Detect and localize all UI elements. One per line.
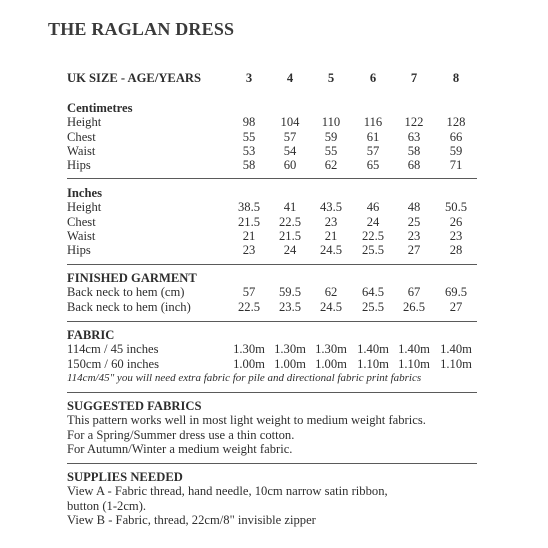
row-label: Chest bbox=[67, 129, 96, 144]
row-label: Back neck to hem (cm) bbox=[67, 285, 185, 300]
value-cell: 71 bbox=[449, 158, 463, 173]
table-row bbox=[67, 229, 477, 243]
table-row bbox=[67, 243, 477, 257]
section-heading: Inches bbox=[67, 186, 102, 200]
value-cell: 26 bbox=[449, 214, 463, 229]
value-cell: 48 bbox=[407, 200, 421, 215]
divider bbox=[67, 321, 477, 322]
divider bbox=[67, 463, 477, 464]
value-cell: 27 bbox=[407, 243, 421, 258]
row-label: Waist bbox=[67, 228, 96, 243]
table-row bbox=[67, 215, 477, 229]
supplies-needed-heading bbox=[67, 470, 477, 484]
value-cell: 54 bbox=[283, 143, 297, 158]
table-row bbox=[67, 200, 477, 214]
table-row bbox=[67, 144, 477, 158]
value-cell: 116 bbox=[363, 115, 383, 130]
value-cell: 23 bbox=[449, 228, 463, 243]
value-cell: 55 bbox=[242, 129, 256, 144]
fabric-note: 114cm/45" you will need extra fabric for pile and directional fabric print fabrics bbox=[67, 371, 422, 384]
value-cell: 22.5 bbox=[237, 299, 261, 314]
text-line bbox=[67, 513, 477, 527]
value-cell: 128 bbox=[446, 115, 466, 130]
value-cell: 21 bbox=[242, 228, 256, 243]
paragraph-line: This pattern works well in most light weight to medium weight fabrics. bbox=[67, 413, 426, 428]
value-cell: 1.40m bbox=[440, 342, 472, 357]
centimetres-heading bbox=[67, 101, 477, 115]
divider bbox=[67, 178, 477, 179]
value-cell: 1.00m bbox=[274, 356, 306, 371]
value-cell: 1.40m bbox=[357, 342, 389, 357]
text-line bbox=[67, 484, 477, 498]
value-cell: 46 bbox=[366, 200, 380, 215]
value-cell: 66 bbox=[449, 129, 463, 144]
value-cell: 24.5 bbox=[319, 243, 343, 258]
value-cell: 61 bbox=[366, 129, 380, 144]
value-cell: 21 bbox=[324, 228, 338, 243]
size-cell: 4 bbox=[286, 71, 294, 85]
section-heading: SUPPLIES NEEDED bbox=[67, 470, 183, 484]
table-row bbox=[67, 342, 477, 356]
value-cell: 53 bbox=[242, 143, 256, 158]
value-cell: 50.5 bbox=[444, 200, 468, 215]
page-title: THE RAGLAN DRESS bbox=[48, 19, 235, 39]
row-label: Back neck to hem (inch) bbox=[67, 299, 191, 314]
value-cell: 25.5 bbox=[361, 243, 385, 258]
centimetres-section bbox=[67, 101, 477, 172]
row-cells bbox=[67, 342, 477, 356]
inches-heading bbox=[67, 186, 477, 200]
paragraph-line: For Autumn/Winter a medium weight fabric. bbox=[67, 441, 293, 456]
text-line bbox=[67, 499, 477, 513]
value-cell: 98 bbox=[242, 115, 256, 130]
paragraph-line: For a Spring/Summer dress use a thin cotton. bbox=[67, 427, 295, 442]
value-cell: 1.30m bbox=[315, 342, 347, 357]
table-row bbox=[67, 130, 477, 144]
value-cell: 64.5 bbox=[361, 285, 385, 300]
size-cell: 8 bbox=[452, 71, 460, 85]
value-cell: 62 bbox=[324, 285, 338, 300]
value-cell: 1.10m bbox=[440, 356, 472, 371]
row-cells bbox=[67, 115, 477, 129]
divider bbox=[67, 392, 477, 393]
value-cell: 1.10m bbox=[357, 356, 389, 371]
fabric-heading bbox=[67, 328, 477, 342]
value-cell: 28 bbox=[449, 243, 463, 258]
paragraph-line: View B - Fabric, thread, 22cm/8" invisible zipper bbox=[67, 512, 316, 527]
size-header-cells bbox=[67, 71, 477, 85]
section-heading: Centimetres bbox=[67, 101, 133, 115]
value-cell: 59.5 bbox=[278, 285, 302, 300]
text-line bbox=[67, 413, 477, 427]
size-cell: 7 bbox=[410, 71, 418, 85]
value-cell: 24 bbox=[366, 214, 380, 229]
value-cell: 25 bbox=[407, 214, 421, 229]
row-label: 150cm / 60 inches bbox=[67, 356, 159, 371]
text-line bbox=[67, 428, 477, 442]
value-cell: 63 bbox=[407, 129, 421, 144]
row-cells bbox=[67, 300, 477, 314]
row-label: Chest bbox=[67, 214, 96, 229]
table-row bbox=[67, 158, 477, 172]
value-cell: 22.5 bbox=[361, 228, 385, 243]
row-cells bbox=[67, 130, 477, 144]
value-cell: 25.5 bbox=[361, 299, 385, 314]
value-cell: 122 bbox=[404, 115, 424, 130]
value-cell: 68 bbox=[407, 158, 421, 173]
value-cell: 58 bbox=[407, 143, 421, 158]
finished-garment-section bbox=[67, 271, 477, 314]
table-row bbox=[67, 115, 477, 129]
divider bbox=[67, 264, 477, 265]
text-line bbox=[67, 442, 477, 456]
value-cell: 59 bbox=[324, 129, 338, 144]
section-heading: SUGGESTED FABRICS bbox=[67, 399, 202, 413]
row-label: Height bbox=[67, 200, 102, 215]
value-cell: 23 bbox=[407, 228, 421, 243]
size-cell: 5 bbox=[327, 71, 335, 85]
value-cell: 23.5 bbox=[278, 299, 302, 314]
fabric-note-row bbox=[67, 371, 477, 385]
inches-section bbox=[67, 186, 477, 257]
value-cell: 21.5 bbox=[278, 228, 302, 243]
value-cell: 57 bbox=[366, 143, 380, 158]
value-cell: 1.30m bbox=[233, 342, 265, 357]
value-cell: 55 bbox=[324, 143, 338, 158]
row-label: Hips bbox=[67, 243, 91, 258]
value-cell: 110 bbox=[321, 115, 341, 130]
value-cell: 60 bbox=[283, 158, 297, 173]
size-header bbox=[67, 71, 477, 85]
value-cell: 1.30m bbox=[274, 342, 306, 357]
value-cell: 1.00m bbox=[233, 356, 265, 371]
value-cell: 62 bbox=[324, 158, 338, 173]
table-row bbox=[67, 357, 477, 371]
row-cells bbox=[67, 243, 477, 257]
row-label: Height bbox=[67, 115, 102, 130]
row-cells bbox=[67, 229, 477, 243]
size-cell: 3 bbox=[245, 71, 253, 85]
value-cell: 67 bbox=[407, 285, 421, 300]
value-cell: 27 bbox=[449, 299, 463, 314]
value-cell: 65 bbox=[366, 158, 380, 173]
value-cell: 1.00m bbox=[315, 356, 347, 371]
row-cells bbox=[67, 200, 477, 214]
row-label: 114cm / 45 inches bbox=[67, 342, 159, 357]
supplies-needed-section bbox=[67, 470, 477, 527]
value-cell: 22.5 bbox=[278, 214, 302, 229]
value-cell: 1.40m bbox=[398, 342, 430, 357]
row-cells bbox=[67, 144, 477, 158]
row-cells bbox=[67, 285, 477, 299]
value-cell: 59 bbox=[449, 143, 463, 158]
value-cell: 43.5 bbox=[319, 200, 343, 215]
value-cell: 21.5 bbox=[237, 214, 261, 229]
paragraph-line: View A - Fabric thread, hand needle, 10cm narrow satin ribbon, bbox=[67, 484, 388, 499]
size-cell: 6 bbox=[369, 71, 377, 85]
suggested-fabrics-heading bbox=[67, 399, 477, 413]
size-header-label: UK SIZE - AGE/YEARS bbox=[67, 71, 202, 85]
row-label: Waist bbox=[67, 143, 96, 158]
section-heading: FABRIC bbox=[67, 328, 115, 342]
value-cell: 24.5 bbox=[319, 299, 343, 314]
value-cell: 69.5 bbox=[444, 285, 468, 300]
value-cell: 104 bbox=[280, 115, 300, 130]
value-cell: 41 bbox=[283, 200, 297, 215]
fabric-section bbox=[67, 328, 477, 385]
finished-garment-heading bbox=[67, 271, 477, 285]
value-cell: 24 bbox=[283, 243, 297, 258]
table-row bbox=[67, 300, 477, 314]
paragraph-line: button (1-2cm). bbox=[67, 498, 147, 513]
value-cell: 57 bbox=[242, 285, 256, 300]
value-cell: 1.10m bbox=[398, 356, 430, 371]
value-cell: 23 bbox=[324, 214, 338, 229]
suggested-fabrics-section bbox=[67, 399, 477, 456]
row-cells bbox=[67, 158, 477, 172]
value-cell: 23 bbox=[242, 243, 256, 258]
section-heading: FINISHED GARMENT bbox=[67, 271, 197, 285]
size-header-row bbox=[67, 71, 477, 85]
row-cells bbox=[67, 215, 477, 229]
row-cells bbox=[67, 357, 477, 371]
value-cell: 57 bbox=[283, 129, 297, 144]
table-row bbox=[67, 285, 477, 299]
value-cell: 58 bbox=[242, 158, 256, 173]
row-label: Hips bbox=[67, 158, 91, 173]
value-cell: 38.5 bbox=[237, 200, 261, 215]
value-cell: 26.5 bbox=[402, 299, 426, 314]
